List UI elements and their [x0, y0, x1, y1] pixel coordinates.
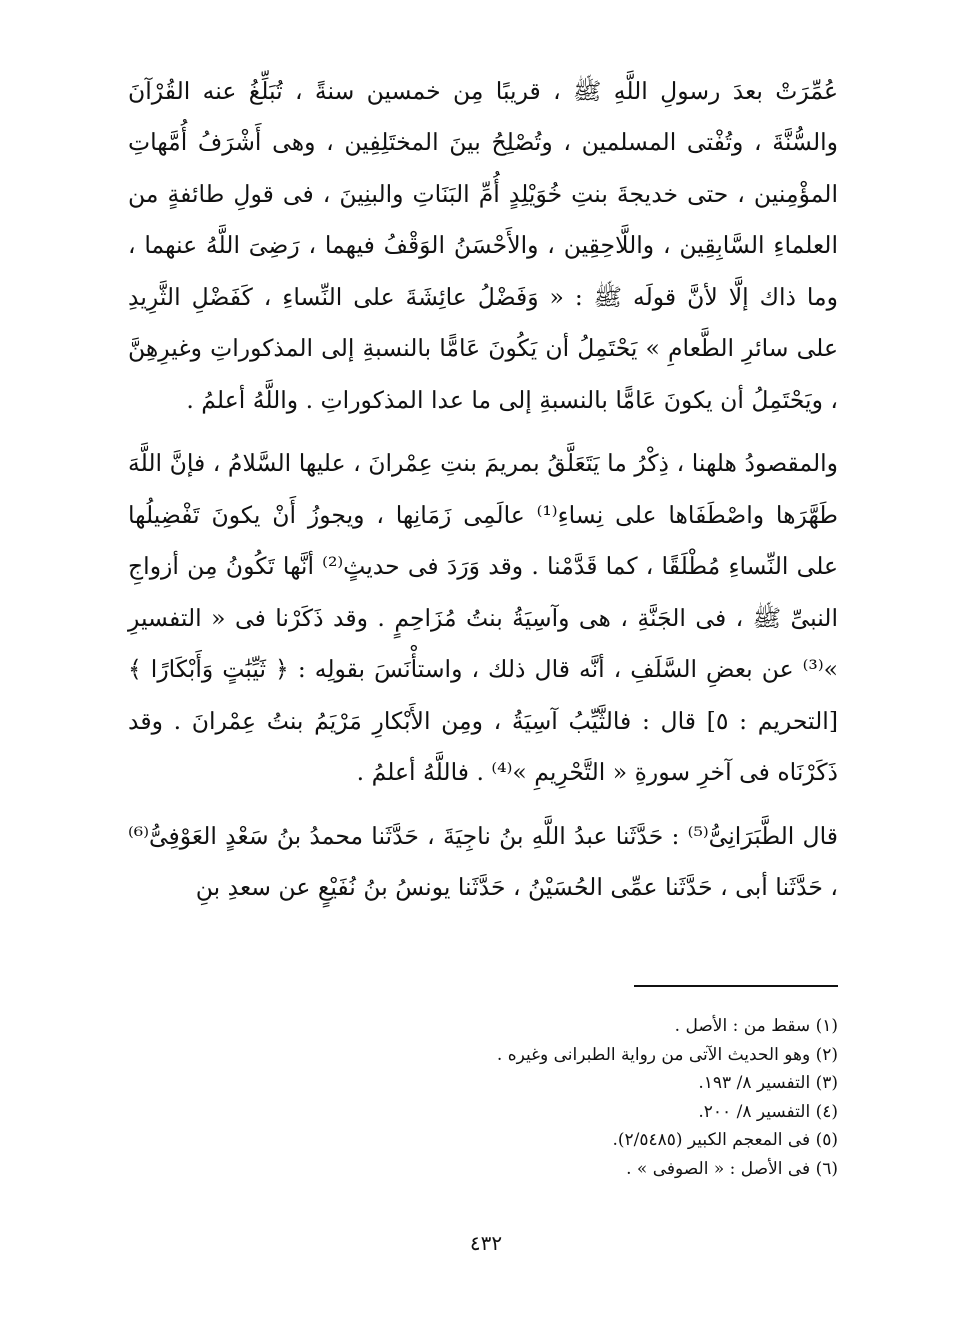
- footnote-5: (٥) فى المعجم الكبير (٢/٥٤٨٥).: [612, 1130, 838, 1151]
- paragraph-3: قال الطَّبَرَانِىُّ⁽⁵⁾ : حَدَّثَنا عبدُ اللَّهِ بنُ ناجِيَةَ ، حَدَّثَنا محمدُ بنُ سَعْدٍ العَوْفِىُّ⁽⁶⁾ ، حَدَّثَنا أبى ، حَدَّثَنا عمِّى الحُسَيْنُ ، حَدَّثَنا يونسُ بنُ نُفَيْعٍ عن سعدِ بنِ: [128, 821, 838, 902]
- footnote-6: (٦) فى الأصل : « الصوفى » .: [626, 1158, 838, 1179]
- footnote-2: (٢) وهو الحديث الآتى من رواية الطبرانى وغيره .: [496, 1044, 838, 1065]
- main-text: [128, 66, 838, 914]
- footnotes: [300, 1012, 838, 1184]
- page-number: ٤٣٢: [469, 1231, 503, 1255]
- footnote-4: (٤) التفسير ٨/ ٢٠٠.: [698, 1101, 838, 1122]
- paragraph-2: والمقصودُ هلهنا ، ذِكْرُ ما يَتَعَلَّقُ بمريمَ بنتِ عِمْرانَ ، عليها السَّلامُ ، فإنَّ اللَّهَ طَهَّرَها واصْطَفَاها على نِساءِ⁽¹⁾ عالَمِى زَمَانِها ، ويجوزُ أَنْ يكونَ تَفْضِيلُها على النِّساءِ مُطْلَقًا ، كما قَدَّمْنا . وقد وَرَدَ فى حديثٍ⁽²⁾ أنَّها تَكُونُ مِن أزواجِ النبىِّ ﷺ ، فى الجَنَّةِ ، هى وآسِيَةُ بنتُ مُزَاحِمٍ . وقد ذَكَرْنا فى « التفسيرِ »⁽³⁾ عن بعضِ السَّلَفِ ، أنَّه قال ذلك ، واستأْنَسَ بقولِه : ﴿ ثَيِّبَٰتٍ وَأَبْكَارًا ﴾ [التحريم : ٥] قال : فالثَّيِّبُ آسِيَةُ ، ومِن الأَبْكارِ مَرْيَمُ بنتُ عِمْرانَ . وقد ذَكَرْنَاه فى آخرِ سورةِ « التَّحْرِيمِ »⁽⁴⁾ . فاللَّهُ أعلمُ .: [128, 449, 838, 787]
- paragraph-1: عُمِّرَتْ بعدَ رسولِ اللَّهِ ﷺ ، قريبًا مِن خمسين سنةً ، تُبَلِّغُ عنه القُرْآنَ والسُّنَّةَ ، وتُفْتى المسلمين ، وتُصْلِحُ بينَ المختَلِفِين ، وهى أَشْرَفُ أُمَّهاتِ المؤْمِنين ، حتى خديجةَ بنتِ خُوَيْلِدٍ أُمِّ البَنَاتِ والبنِينَ ، فى قولِ طائفةٍ من العلماءِ السَّابِقِين ، واللَّاحِقِين ، والأَحْسَنُ الوَقْفُ فيهما ، رَضِىَ اللَّهُ عنهما ، وما ذاك إلَّا لأنَّ قولَه ﷺ : « وَفَضْلُ عائِشَةَ على النِّساءِ ، كَفَضْلِ الثَّرِيدِ على سائرِ الطَّعامِ » يَحْتَمِلُ أن يَكُونَ عَامًّا بالنسبةِ إلى المذكوراتِ وغيرِهِنَّ ، ويَحْتَمِلُ أن يكونَ عَامًّا بالنسبةِ إلى ما عدا المذكوراتِ . واللَّهُ أعلمُ .: [128, 77, 838, 414]
- footnote-1: (١) سقط من : الأصل .: [674, 1016, 838, 1036]
- footnote-3: (٣) التفسير ٨/ ١٩٣.: [698, 1073, 838, 1094]
- footnote-separator: [634, 985, 838, 987]
